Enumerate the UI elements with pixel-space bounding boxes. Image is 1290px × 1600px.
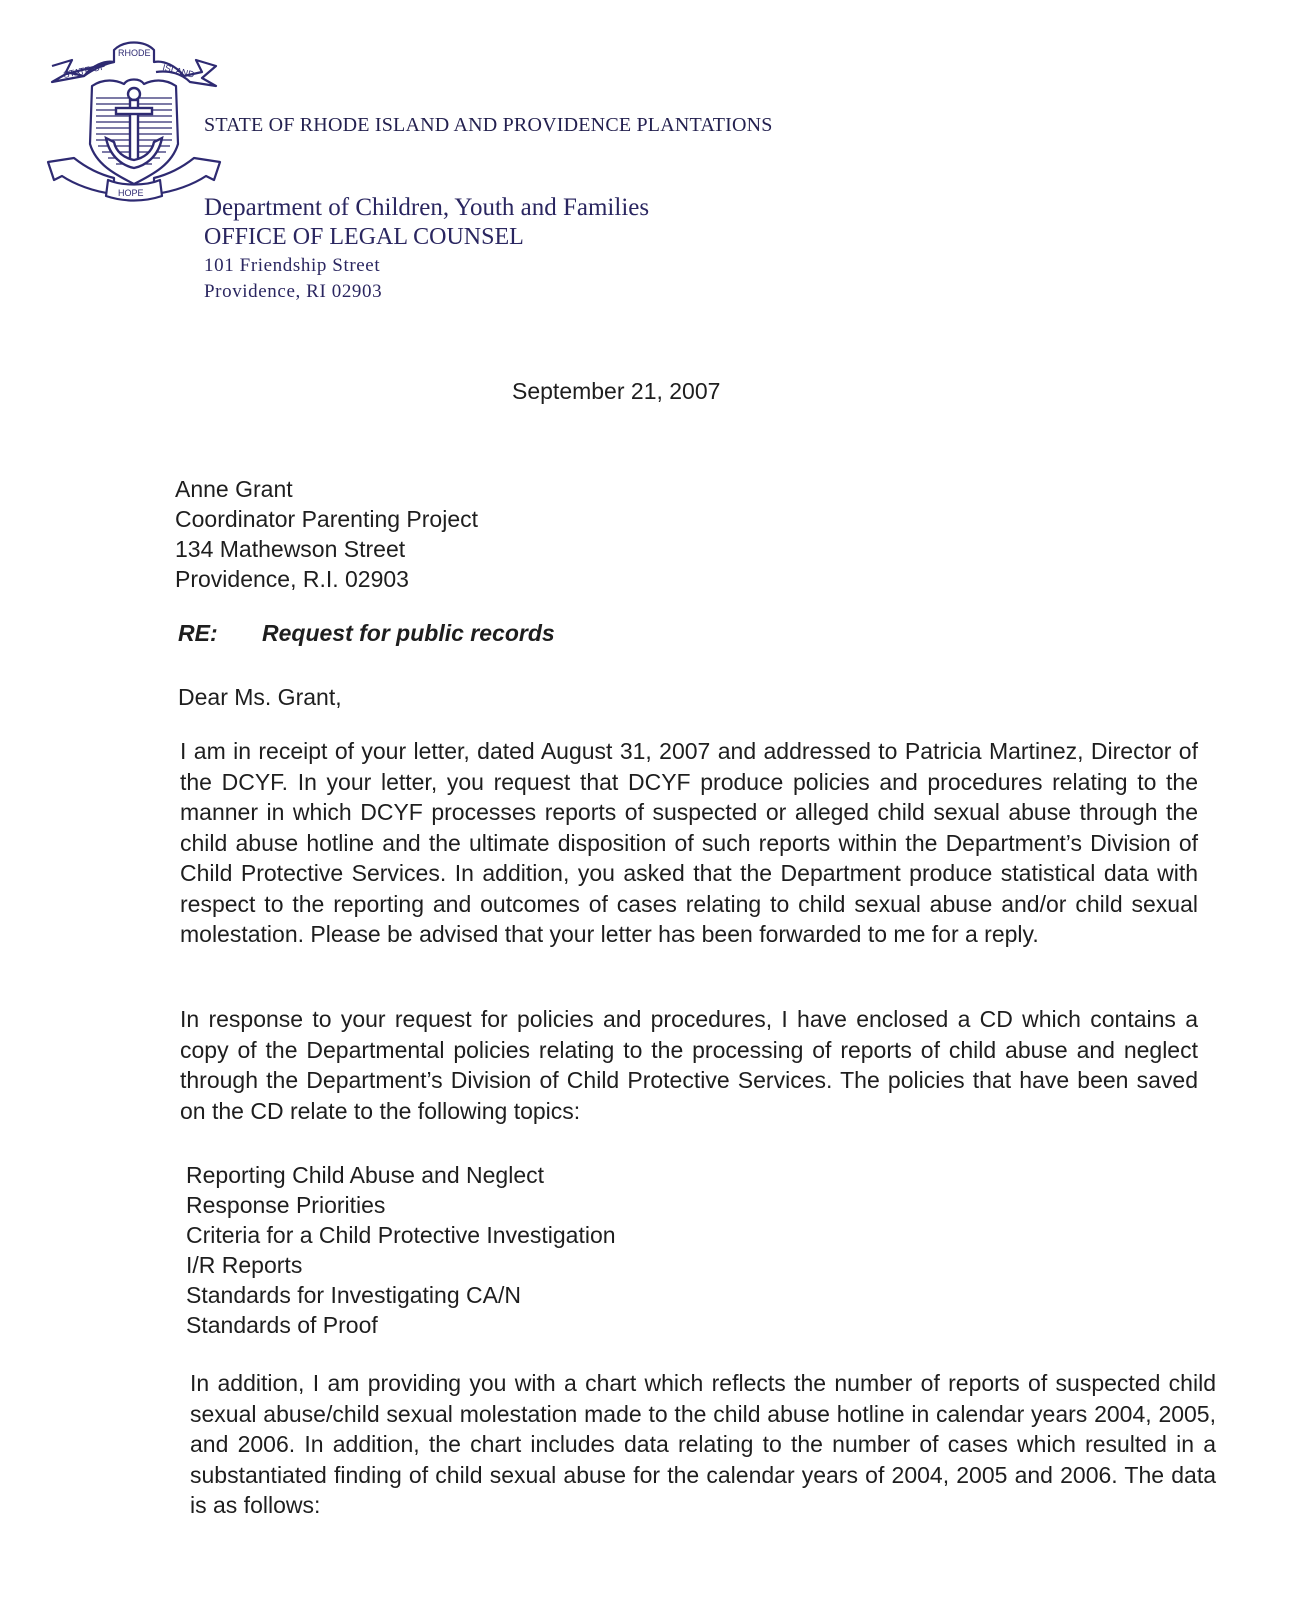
letter-date: September 21, 2007 xyxy=(512,378,721,404)
salutation: Dear Ms. Grant, xyxy=(178,684,342,710)
recipient-address-block xyxy=(175,474,478,594)
state-seal-anchor-icon xyxy=(44,34,224,204)
list-item: Criteria for a Child Protective Investigation xyxy=(186,1222,616,1248)
subject-text: Request for public records xyxy=(262,620,555,646)
body-paragraph-receipt: I am in receipt of your letter, dated August 31, 2007 and addressed to Patricia Martinez, Director of the DCYF. In your letter, you request that DCYF produce policies and procedures relating to the manner in which DCYF processes reports of suspected or alleged child sexual abuse through the child abuse hotline and the ultimate disposition of such reports within the Department’s Division of Child Protective Services. In addition, you asked that the Department produce statistical data with respect to the reporting and outcomes of cases relating to child sexual abuse and/or child sexual molestation. Please be advised that your letter has been forwarded to me for a reply. xyxy=(180,738,1198,947)
list-item: Standards for Investigating CA/N xyxy=(186,1282,521,1308)
svg-text:ISLAND: ISLAND xyxy=(161,62,196,80)
recipient-street: 134 Mathewson Street xyxy=(175,536,406,562)
letterhead-office: OFFICE OF LEGAL COUNSEL xyxy=(204,224,524,250)
list-item: Reporting Child Abuse and Neglect xyxy=(186,1162,545,1188)
list-item: Standards of Proof xyxy=(186,1312,378,1338)
recipient-city: Providence, R.I. 02903 xyxy=(175,566,409,592)
letterhead-address-city: Providence, RI 02903 xyxy=(204,281,383,302)
list-item: Response Priorities xyxy=(186,1192,386,1218)
subject-label: RE: xyxy=(178,620,218,646)
recipient-title: Coordinator Parenting Project xyxy=(175,506,478,532)
body-paragraph-policies: In response to your request for policies and procedures, I have enclosed a CD which contains a copy of the Departmental policies relating to the processing of reports of child abuse and neglect through the Department’s Division of Child Protective Services. The policies that have been saved on the CD relate to the following topics: xyxy=(180,1006,1198,1124)
body-paragraph-chart: In addition, I am providing you with a chart which reflects the number of reports of suspected child sexual abuse/child sexual molestation made to the child abuse hotline in calendar years 2004, 2005, and 2006. In addition, the chart includes data relating to the number of cases which resulted in a substantiated finding of child sexual abuse for the calendar years of 2004, 2005 and 2006. The data is as follows: xyxy=(190,1370,1216,1518)
svg-text:RHODE: RHODE xyxy=(118,48,151,58)
letterhead-department: Department of Children, Youth and Families xyxy=(204,194,650,221)
policy-topics-list xyxy=(186,1160,616,1340)
svg-text:HOPE: HOPE xyxy=(118,188,144,198)
recipient-name: Anne Grant xyxy=(175,476,293,502)
letterhead-state-name: STATE OF RHODE ISLAND AND PROVIDENCE PLANTATIONS xyxy=(204,114,773,136)
subject-line xyxy=(178,620,555,647)
svg-text:STATE OF: STATE OF xyxy=(62,61,107,80)
letterhead-address-street: 101 Friendship Street xyxy=(204,255,381,276)
list-item: I/R Reports xyxy=(186,1252,303,1278)
